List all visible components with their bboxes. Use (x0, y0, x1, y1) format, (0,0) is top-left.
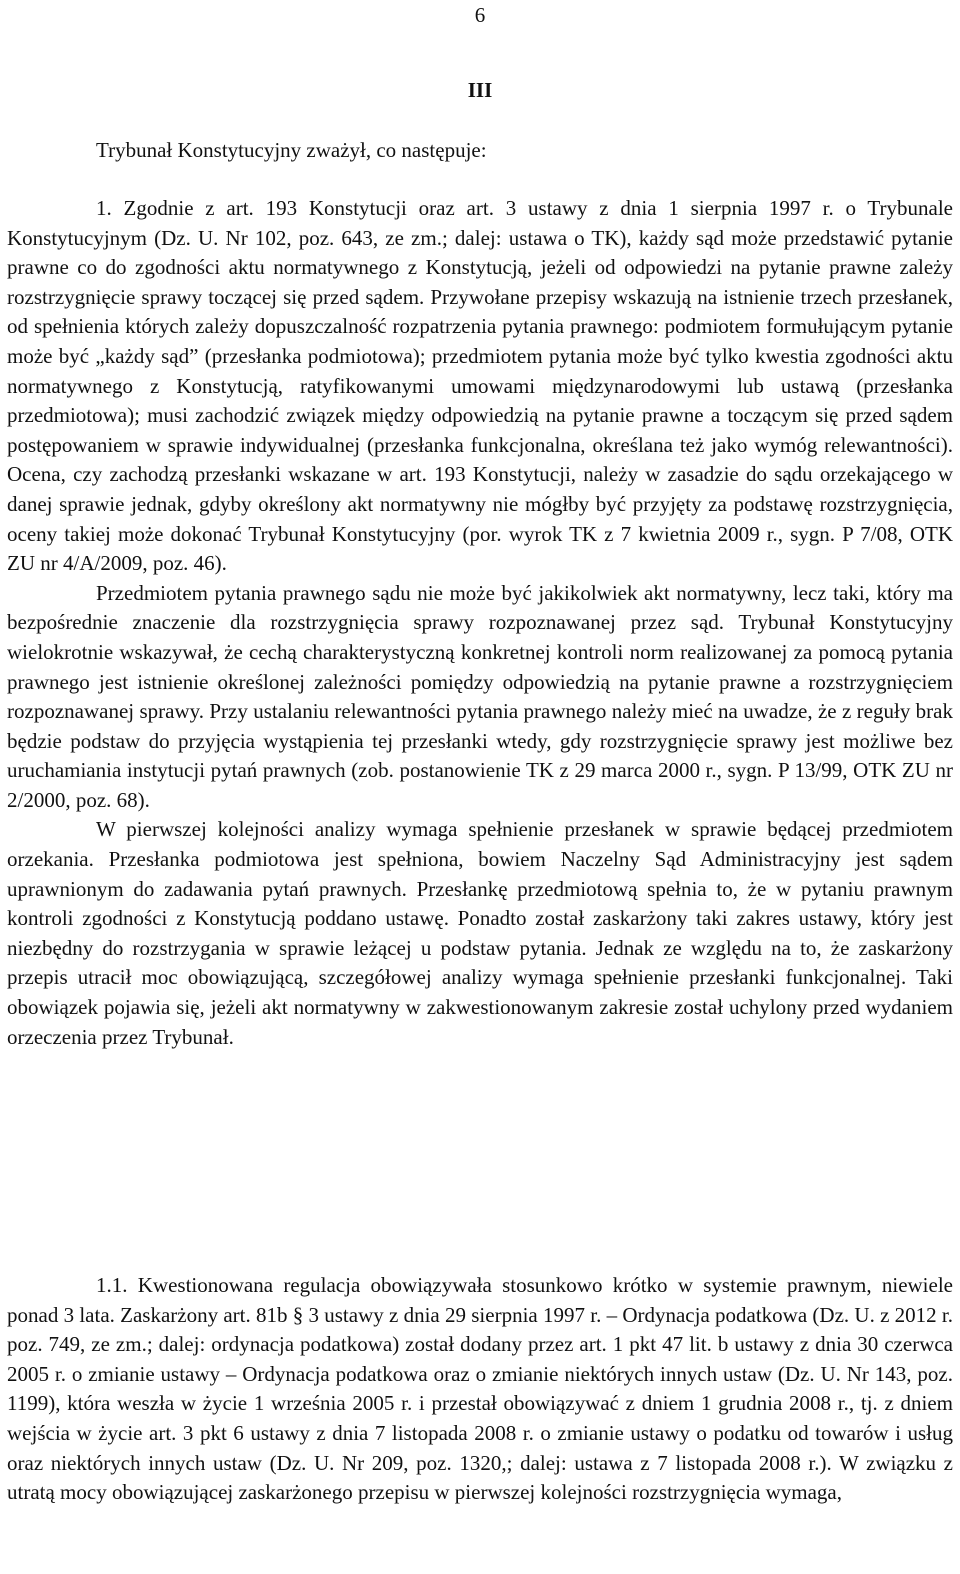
paragraph-3: W pierwszej kolejności analizy wymaga spełnienie przesłanek w sprawie będącej przedmiotem orzekania. Przesłanka podmiotowa jest spełniona, bowiem Naczelny Sąd Administracyjny jest sądem uprawnionym do zadawania pytań prawnych. Przesłankę przedmiotową spełnia to, że w pytaniu prawnym kontroli zgodności z Konstytucją poddano ustawę. Ponadto został zaskarżony taki zakres ustawy, który jest niezbędny do rozstrzygania w sprawie leżącej u podstaw pytania. Jednak ze względu na to, że zaskarżony przepis utracił moc obowiązującą, szczegółowej analizy wymaga spełnienie przesłanki funkcjonalnej. Taki obowiązek pojawia się, jeżeli akt normatywny w zakwestionowanym zakresie został uchylony przed wydaniem orzeczenia przez Trybunał. (7, 817, 953, 1049)
paragraph-2: Przedmiotem pytania prawnego sądu nie może być jakikolwiek akt normatywny, lecz taki, który ma bezpośrednie znaczenie dla rozstrzygnięcia sprawy rozpoznawanej przez sąd. Trybunał Konstytucyjny wielokrotnie wskazywał, że cechą charakterystyczną konkretnej kontroli norm realizowanej za pomocą pytania prawnego jest istnienie określonej zależności pomiędzy odpowiedzią na pytanie prawne a rozstrzygnięciem rozpoznawanej sprawy. Przy ustalaniu relewantności pytania prawnego należy mieć na uwadze, że z reguły brak będzie podstaw do przyjęcia wystąpienia tej przesłanki wtedy, gdy rozstrzygnięcie sprawy jest możliwe bez uruchamiania instytucji pytań prawnych (zob. postanowienie TK z 29 marca 2000 r., sygn. P 13/99, OTK ZU nr 2/2000, poz. 68). (7, 580, 953, 812)
paragraph-1: 1. Zgodnie z art. 193 Konstytucji oraz art. 3 ustawy z dnia 1 sierpnia 1997 r. o Trybunale Konstytucyjnym (Dz. U. Nr 102, poz. 643, ze zm.; dalej: ustawa o TK), każdy sąd może przedstawić pytanie prawne co do zgodności aktu normatywnego z Konstytucją, jeżeli od odpowiedzi na pytanie prawne zależy rozstrzygnięcie sprawy toczącej się przed sądem. Przywołane przepisy wskazują na istnienie trzech przesłanek, od spełnienia których zależy dopuszczalność rozpatrzenia pytania prawnego: podmiotem formułującym pytanie może być „każdy sąd” (przesłanka podmiotowa); przedmiotem pytania może być tylko kwestia zgodności aktu normatywnego z Konstytucją, ratyfikowanymi umowami międzynarodowymi lub ustawą (przesłanka przedmiotowa); musi zachodzić związek między odpowiedzią na pytanie prawne a toczącym się przed sądem postępowaniem w sprawie indywidualnej (przesłanka funkcjonalna, określana też jako wymóg relewantności). Ocena, czy zachodzą przesłanki wskazane w art. 193 Konstytucji, należy w zasadzie do sądu orzekającego w danej sprawie jednak, gdyby określony akt normatywny nie mógłby być przyjęty za podstawę rozstrzygnięcia, oceny takiej może dokonać Trybunał Konstytucyjny (por. wyrok TK z 7 kwietnia 2009 r., sygn. P 7/08, OTK ZU nr 4/A/2009, poz. 46). (7, 196, 953, 576)
body-text-top (7, 194, 953, 1052)
paragraph-4: 1.1. Kwestionowana regulacja obowiązywała stosunkowo krótko w systemie prawnym, niewiele ponad 3 lata. Zaskarżony art. 81b § 3 ustawy z dnia 29 sierpnia 1997 r. – Ordynacja podatkowa (Dz. U. z 2012 r. poz. 749, ze zm.; dalej: ordynacja podatkowa) został dodany przez art. 1 pkt 47 lit. b ustawy z dnia 30 czerwca 2005 r. o zmianie ustawy – Ordynacja podatkowa oraz o zmianie niektórych innych ustaw (Dz. U. Nr 143, poz. 1199), która weszła w życie 1 września 2005 r. i przestał obowiązywać z dniem 1 grudnia 2008 r., tj. z dniem wejścia w życie art. 3 pkt 6 ustawy z dnia 7 listopada 2008 r. o zmianie ustawy o podatku od towarów i usług oraz niektórych innych ustaw (Dz. U. Nr 209, poz. 1320,; dalej: ustawa z 7 listopada 2008 r.). W związku z utratą mocy obowiązującej zaskarżonego przepisu w pierwszej kolejności rozstrzygnięcia wymaga, (7, 1273, 953, 1505)
intro-line: Trybunał Konstytucyjny zważył, co następuje: (96, 138, 487, 162)
body-text-bottom (7, 1271, 953, 1508)
section-heading: III (467, 78, 493, 102)
page-number: 6 (474, 3, 486, 27)
